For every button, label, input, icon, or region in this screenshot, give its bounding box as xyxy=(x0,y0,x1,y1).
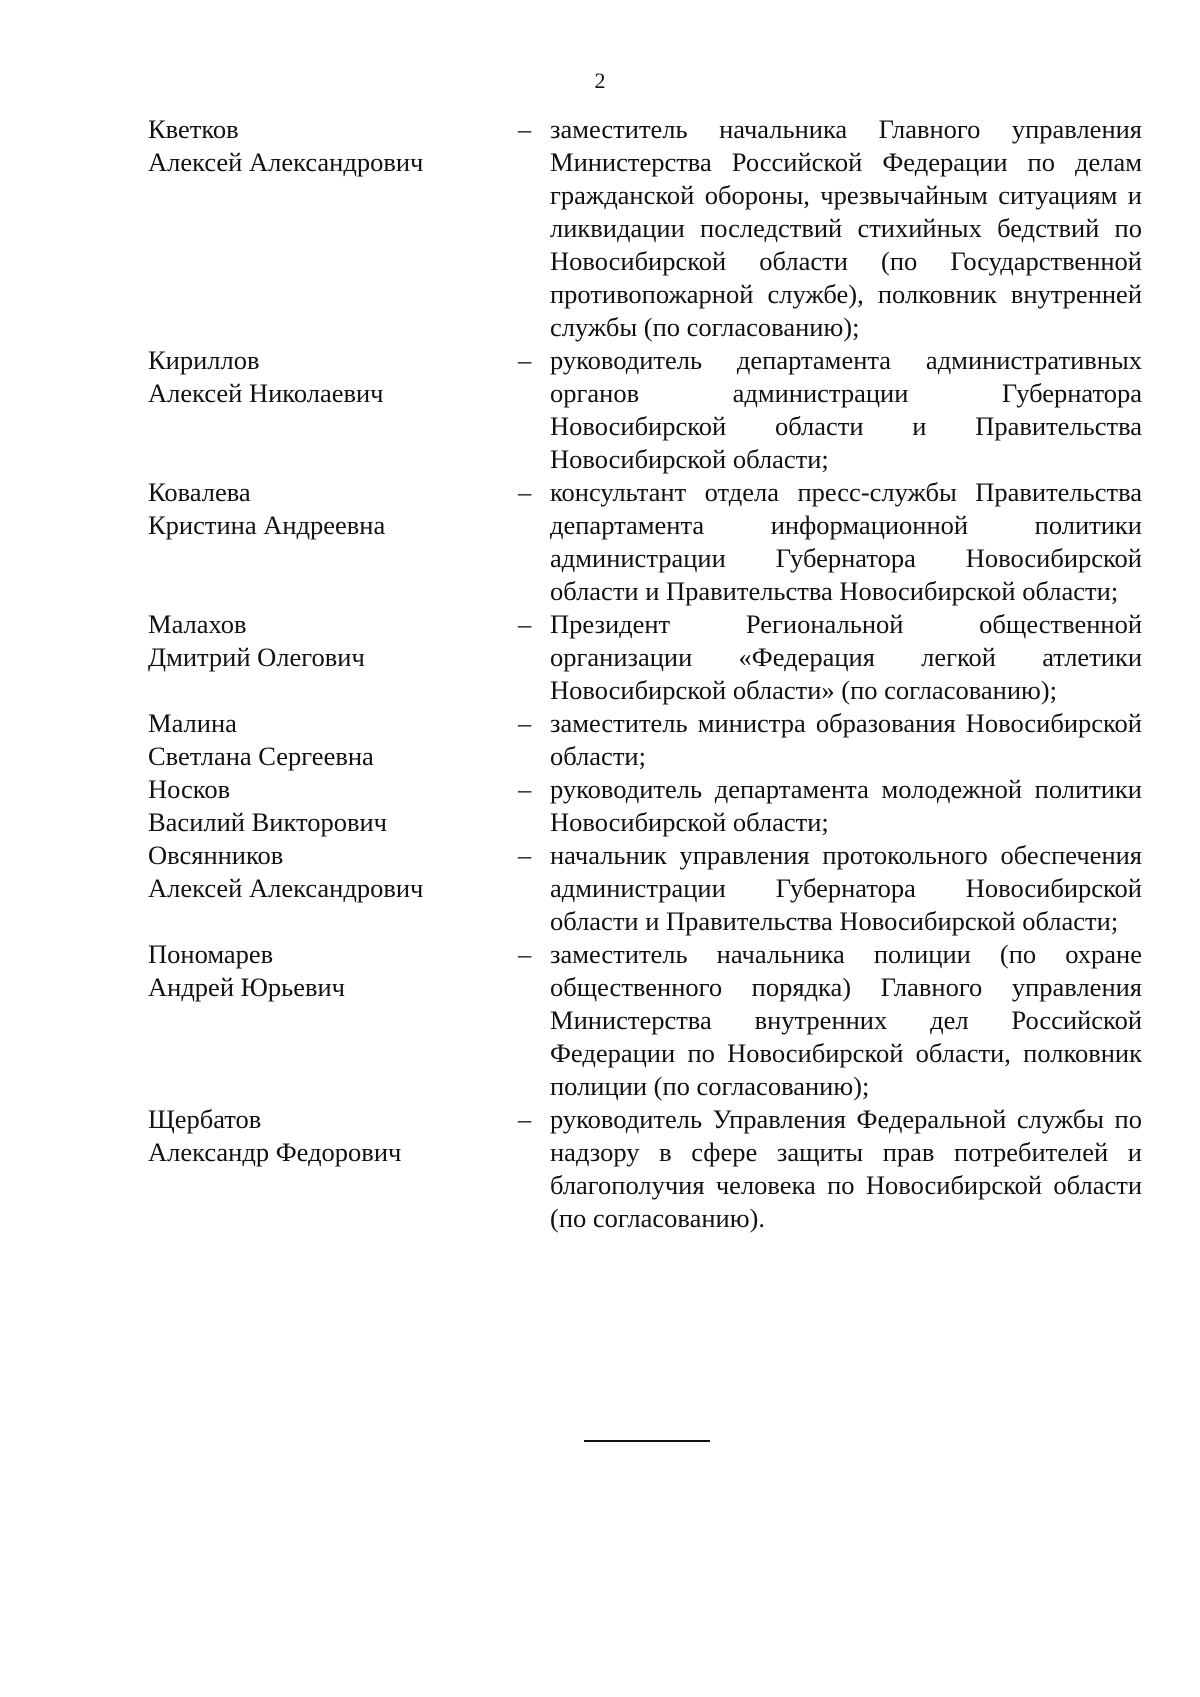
member-position: начальник управления протокольного обеспечения администрации Губернатора Новосибирской области и Правительства Новосибирской области; xyxy=(550,840,1142,936)
dash-separator: – xyxy=(518,708,532,738)
member-entry xyxy=(148,1103,1148,1235)
member-entry xyxy=(148,113,1148,344)
member-position: Президент Региональной общественной организации «Федерация легкой атлетики Новосибирской области» (по согласованию); xyxy=(550,609,1142,705)
member-surname: Малахов xyxy=(148,609,247,639)
member-entry xyxy=(148,773,1148,839)
member-entry xyxy=(148,839,1148,938)
dash-separator: – xyxy=(518,840,532,870)
member-entry xyxy=(148,476,1148,608)
member-name xyxy=(148,839,508,938)
member-surname: Овсянников xyxy=(148,840,284,870)
member-name xyxy=(148,608,508,707)
member-given-names: Алексей Александрович xyxy=(148,147,424,177)
member-entry xyxy=(148,344,1148,476)
dash-separator: – xyxy=(518,477,532,507)
member-name xyxy=(148,938,508,1103)
dash-separator: – xyxy=(518,345,532,375)
member-entry xyxy=(148,707,1148,773)
member-entry xyxy=(148,608,1148,707)
member-given-names: Андрей Юрьевич xyxy=(148,972,345,1002)
member-surname: Щербатов xyxy=(148,1104,262,1134)
member-position: консультант отдела пресс-службы Правительства департамента информационной политики администрации Губернатора Новосибирской области и Правительства Новосибирской области; xyxy=(550,477,1142,606)
member-surname: Пономарев xyxy=(148,939,274,969)
end-rule xyxy=(584,1440,710,1442)
dash-separator: – xyxy=(518,1104,532,1134)
member-name xyxy=(148,344,508,476)
member-given-names: Кристина Андреевна xyxy=(148,510,386,540)
member-surname: Кириллов xyxy=(148,345,260,375)
member-given-names: Александр Федорович xyxy=(148,1137,402,1167)
member-name xyxy=(148,1103,508,1235)
member-surname: Носков xyxy=(148,774,231,804)
member-position: заместитель министра образования Новосибирской области; xyxy=(550,708,1142,771)
member-position: руководитель департамента молодежной политики Новосибирской области; xyxy=(550,774,1142,837)
member-name xyxy=(148,773,508,839)
member-entry xyxy=(148,938,1148,1103)
member-name xyxy=(148,113,508,344)
member-position: заместитель начальника Главного управления Министерства Российской Федерации по делам гражданской обороны, чрезвычайным ситуациям и ликвидации последствий стихийных бедствий по Новосибирской области (по Государственной противопожарной службе), полковник внутренней службы (по согласованию); xyxy=(550,114,1142,342)
member-given-names: Алексей Николаевич xyxy=(148,378,384,408)
member-position: руководитель департамента административных органов администрации Губернатора Новосибирской области и Правительства Новосибирской области; xyxy=(550,345,1142,474)
dash-separator: – xyxy=(518,609,532,639)
members-list xyxy=(148,113,1148,1235)
dash-separator: – xyxy=(518,939,532,969)
member-position: заместитель начальника полиции (по охране общественного порядка) Главного управления Министерства внутренних дел Российской Федерации по Новосибирской области, полковник полиции (по согласованию); xyxy=(550,939,1142,1101)
dash-separator: – xyxy=(518,114,532,144)
member-given-names: Василий Викторович xyxy=(148,807,387,837)
member-surname: Ковалева xyxy=(148,477,251,507)
member-name xyxy=(148,476,508,608)
member-given-names: Алексей Александрович xyxy=(148,873,424,903)
member-surname: Малина xyxy=(148,708,237,738)
page-number: 2 xyxy=(594,68,606,93)
dash-separator: – xyxy=(518,774,532,804)
member-given-names: Светлана Сергеевна xyxy=(148,741,374,771)
member-given-names: Дмитрий Олегович xyxy=(148,642,365,672)
member-surname: Кветков xyxy=(148,114,239,144)
member-position: руководитель Управления Федеральной службы по надзору в сфере защиты прав потребителей и благополучия человека по Новосибирской области (по согласованию). xyxy=(550,1104,1142,1233)
member-name xyxy=(148,707,508,773)
